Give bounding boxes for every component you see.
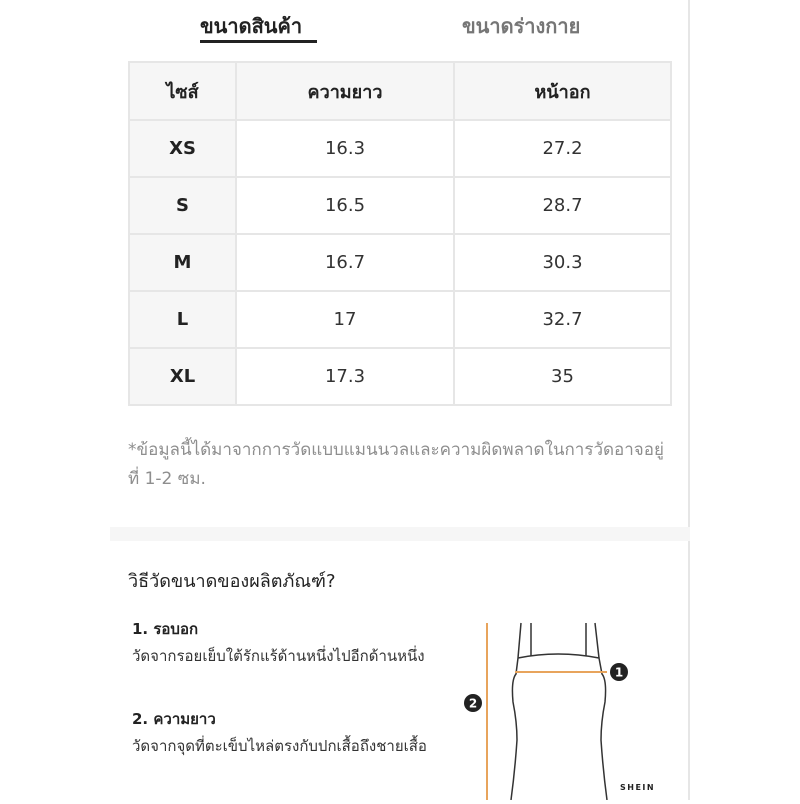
size-cell: XL xyxy=(129,348,236,405)
step-2-title: 2. ความยาว xyxy=(132,710,216,728)
tab-product-size[interactable]: ขนาดสินค้า xyxy=(200,14,303,38)
section-divider xyxy=(110,527,690,541)
bust-cell: 27.2 xyxy=(454,120,671,177)
length-cell: 17.3 xyxy=(236,348,454,405)
length-cell: 16.7 xyxy=(236,234,454,291)
active-tab-underline xyxy=(200,40,317,43)
bust-cell: 32.7 xyxy=(454,291,671,348)
length-cell: 16.3 xyxy=(236,120,454,177)
size-tabs xyxy=(0,0,800,60)
measurement-note: *ข้อมูลนี้ได้มาจากการวัดแบบแมนนวลและความผิดพลาดในการวัดอาจอยู่ที่ 1-2 ซม. xyxy=(128,440,664,489)
size-cell: XS xyxy=(129,120,236,177)
size-table xyxy=(128,61,672,406)
length-cell: 17 xyxy=(236,291,454,348)
tab-body-size[interactable]: ขนาดร่างกาย xyxy=(462,14,581,38)
right-edge-border xyxy=(688,0,690,800)
marker-1-label: 1 xyxy=(614,665,624,680)
brand-label: SHEIN xyxy=(620,783,656,792)
garment-outline xyxy=(511,654,607,800)
table-row xyxy=(129,120,671,177)
table-row xyxy=(129,291,671,348)
step-1-title: 1. รอบอก xyxy=(132,620,199,638)
table-row xyxy=(129,234,671,291)
camisole-illustration xyxy=(455,610,680,800)
header-length: ความยาว xyxy=(236,62,454,120)
table-row xyxy=(129,177,671,234)
table-header-row xyxy=(129,62,671,120)
size-cell: L xyxy=(129,291,236,348)
size-cell: M xyxy=(129,234,236,291)
header-size: ไซส์ xyxy=(129,62,236,120)
header-bust: หน้าอก xyxy=(454,62,671,120)
step-1-desc: วัดจากรอยเย็บใต้รักแร้ด้านหนึ่งไปอีกด้านหนึ่ง xyxy=(132,647,425,665)
strap-lines xyxy=(518,623,599,658)
marker-2-label: 2 xyxy=(468,696,478,711)
bust-cell: 35 xyxy=(454,348,671,405)
size-cell: S xyxy=(129,177,236,234)
bust-cell: 30.3 xyxy=(454,234,671,291)
table-row xyxy=(129,348,671,405)
step-2-desc: วัดจากจุดที่ตะเข็บไหล่ตรงกับปกเสื้อถึงชายเสื้อ xyxy=(132,737,427,755)
bust-cell: 28.7 xyxy=(454,177,671,234)
length-cell: 16.5 xyxy=(236,177,454,234)
howto-title: วิธีวัดขนาดของผลิตภัณฑ์? xyxy=(128,571,336,592)
measurement-diagram xyxy=(455,610,680,800)
